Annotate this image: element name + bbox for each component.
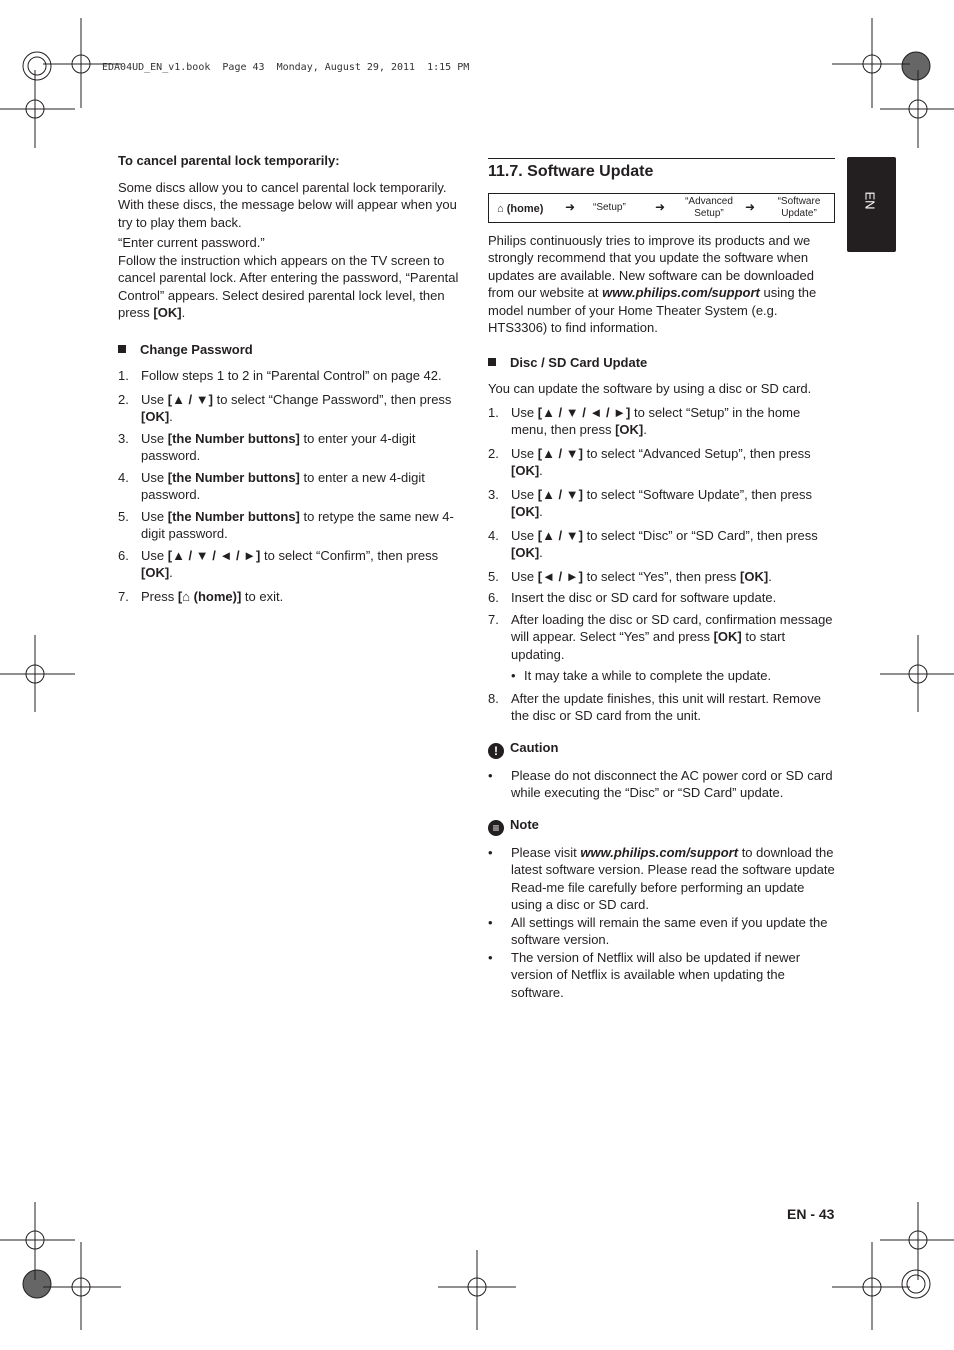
intro-paragraph: Some discs allow you to cancel parental lock temporarily. With these discs, the message below will appear when you try to play them back. bbox=[118, 179, 457, 230]
website-url: www.philips.com/support bbox=[580, 844, 739, 860]
follow-paragraph: Follow the instruction which appears on the TV screen to cancel parental lock. After entering the password, “Parental Control” appears. Select desired parental lock level, then press [OK]. bbox=[118, 252, 459, 320]
note-icon: ≡ bbox=[488, 820, 504, 836]
nav-advanced-setup: “Advanced Setup” bbox=[685, 195, 733, 219]
list-item: 7. After loading the disc or SD card, confirmation message will appear. Select “Yes” and press [OK] to start updating. bbox=[488, 611, 833, 662]
sub-bullet: • It may take a while to complete the update. bbox=[511, 668, 772, 683]
list-item: 7. Press [⌂ (home)] to exit. bbox=[118, 588, 284, 604]
quote-text: “Enter current password.” bbox=[118, 235, 265, 250]
intro-paragraph: Philips continuously tries to improve its products and we strongly recommend that you update the software when updates are available. New software can be downloaded from our website at www.philips.com/support using the model number of your Home Theater System (e.g. HTS3306) to find information. bbox=[488, 232, 817, 335]
disc-heading: Disc / SD Card Update bbox=[488, 354, 835, 372]
list-item: 3. Use [the Number buttons] to enter your 4-digit password. bbox=[118, 430, 416, 463]
update-steps bbox=[488, 404, 835, 664]
language-tab bbox=[847, 157, 896, 252]
nav-setup: “Setup” bbox=[593, 201, 626, 213]
file-header: EDA04UD_EN_v1.book Page 43 Monday, August 29, 2011 1:15 PM bbox=[102, 62, 470, 73]
list-item: 1. Use [▲ / ▼ / ◄ / ►] to select “Setup” in the home menu, then press [OK]. bbox=[488, 404, 801, 437]
navigation-path bbox=[488, 193, 835, 223]
change-password-steps bbox=[118, 367, 464, 605]
ok-key: [OK] bbox=[153, 305, 182, 320]
section-title: To cancel parental lock temporarily: bbox=[118, 153, 340, 168]
change-password-heading: Change Password bbox=[118, 341, 464, 359]
caution-item: • Please do not disconnect the AC power cord or SD card while executing the “Disc” or “SD Card” update. bbox=[488, 767, 833, 800]
disc-intro: You can update the software by using a disc or SD card. bbox=[488, 381, 812, 396]
right-column bbox=[488, 158, 835, 1001]
list-item: 6. Insert the disc or SD card for software update. bbox=[488, 590, 777, 605]
list-item: 8. After the update finishes, this unit will restart. Remove the disc or SD card from the unit. bbox=[488, 690, 821, 723]
nav-software-update: “Software Update” bbox=[777, 195, 821, 219]
list-item: 4. Use [the Number buttons] to enter a new 4-digit password. bbox=[118, 469, 425, 502]
section-heading: 11.7. Software Update bbox=[488, 158, 835, 181]
arrow-right-icon: ➜ bbox=[745, 199, 756, 214]
list-item: 1. Follow steps 1 to 2 in “Parental Control” on page 42. bbox=[118, 368, 442, 383]
list-item: 5. Use [◄ / ►] to select “Yes”, then press [OK]. bbox=[488, 568, 772, 584]
note-item: • The version of Netflix will also be updated if newer version of Netflix is available when updating the software. bbox=[488, 949, 801, 1000]
list-item: 5. Use [the Number buttons] to retype the same new 4-digit password. bbox=[118, 508, 454, 541]
note-heading: ≡ Note bbox=[488, 816, 835, 836]
list-item: 2. Use [▲ / ▼] to select “Advanced Setup”, then press [OK]. bbox=[488, 445, 811, 478]
list-item: 3. Use [▲ / ▼] to select “Software Update”, then press [OK]. bbox=[488, 486, 813, 519]
home-icon: ⌂ bbox=[497, 202, 504, 215]
website-url: www.philips.com/support bbox=[602, 285, 760, 300]
exclamation-icon: ! bbox=[488, 743, 504, 759]
caution-heading: ! Caution bbox=[488, 739, 835, 759]
square-bullet-icon bbox=[488, 358, 496, 366]
note-item: • Please visit www.philips.com/support to download the latest software version. Please read the software update Read-me file carefully before performing an update using a disc or SD card. bbox=[488, 844, 835, 912]
update-steps-end bbox=[488, 690, 835, 725]
list-item: 2. Use [▲ / ▼] to select “Change Password”, then press [OK]. bbox=[118, 391, 452, 424]
language-tab-label: EN bbox=[862, 191, 878, 210]
left-column bbox=[118, 152, 464, 605]
arrow-right-icon: ➜ bbox=[565, 199, 576, 214]
square-bullet-icon bbox=[118, 345, 126, 353]
list-item: 4. Use [▲ / ▼] to select “Disc” or “SD Card”, then press [OK]. bbox=[488, 527, 818, 560]
note-item: • All settings will remain the same even if you update the software version. bbox=[488, 914, 828, 947]
arrow-right-icon: ➜ bbox=[655, 199, 666, 214]
page-number: EN - 43 bbox=[787, 1206, 835, 1222]
list-item: 6. Use [▲ / ▼ / ◄ / ►] to select “Confirm”, then press [OK]. bbox=[118, 547, 439, 580]
home-path: ⌂ (home) bbox=[497, 202, 544, 215]
